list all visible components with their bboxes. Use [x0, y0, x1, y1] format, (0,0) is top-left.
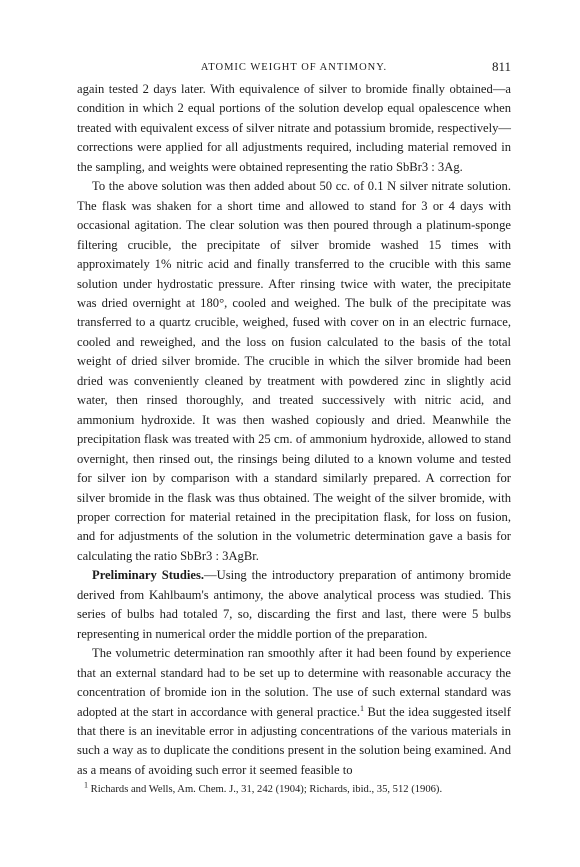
footnote	[77, 780, 511, 797]
page-number: 811	[491, 59, 511, 74]
running-title: ATOMIC WEIGHT OF ANTIMONY.	[200, 62, 388, 73]
footnote-marker: 1	[84, 780, 88, 790]
paragraph-3	[77, 566, 511, 644]
page	[77, 56, 511, 797]
footnote-reference: 1	[360, 703, 365, 713]
paragraph-1: again tested 2 days later. With equivalence of silver to bromide finally obtained—a condition in which 2 equal portions of the solution develop equal opalescence when treated with equivalent excess of silver nitrate and potassium bromide, respectively—corrections were applied for all adjustments required, including material removed in the sampling, and weights were obtained representing the ratio SbBr3 : 3Ag.	[77, 82, 511, 174]
paragraph-2: To the above solution was then added about 50 cc. of 0.1 N silver nitrate solution. The flask was shaken for a short time and allowed to stand for 3 or 4 days with occasional agitation. The clear solution was then poured through a platinum-sponge filtering crucible, the precipitate of silver bromide washed 15 times with approximately 1% nitric acid and finally transferred to the crucible with this same solution under hydrostatic pressure. After rinsing twice with water, the precipitate was dried overnight at 180°, cooled and weighed. The bulk of the precipitate was transferred to a quartz crucible, weighed, fused with cover on in an electric furnace, cooled and reweighed, and the loss on fusion calculated to the basis of the total weight of dried silver bromide. The crucible in which the silver bromide had been dried was conveniently cleaned by treatment with powdered zinc in slightly acid water, then rinsed thoroughly, and treated successively with nitric acid, and ammonium hydroxide. It was then washed copiously and dried. Meanwhile the precipitation flask was treated with 25 cm. of ammonium hydroxide, allowed to stand overnight, then rinsed out, the rinsings being diluted to a known volume and tested for silver ion by comparison with a standard similarly prepared. A correction for silver bromide in the flask was thus obtained. The weight of the silver bromide, with proper correction for material retained in the precipitation flask, for loss on fusion, and for adjustments of the solution in the volumetric determination gave a basis for calculating the ratio SbBr3 : 3AgBr.	[77, 179, 511, 563]
paragraph-3-text: —Using the introductory preparation of antimony bromide derived from Kahlbaum's antimony, the above analytical process was studied. This series of bulbs had totaled 7, so, discarding the first and last, there were 5 bulbs representing in numerical order the middle portion of the preparation.	[77, 568, 511, 641]
paragraph-4-text-b: But the idea suggested itself that there is an inevitable error in adjusting concentrations of the various materials in such a way as to duplicate the conditions present in the solution being examined. And as a means of avoiding such error it seemed feasible to	[77, 704, 511, 777]
paragraph-4-text-a: The volumetric determination ran smoothly after it had been found by experience that an external standard had to be set up to determine with reasonable accuracy the concentration of bromide ion in the solution. The use of such external standard was adopted at the start in accordance with general practice.	[77, 646, 511, 719]
section-heading: Preliminary Studies.	[92, 568, 205, 583]
running-header	[77, 56, 511, 76]
footnote-text: Richards and Wells, Am. Chem. J., 31, 242 (1904); Richards, ibid., 35, 512 (1906).	[90, 784, 443, 796]
paragraph-4	[77, 644, 511, 780]
